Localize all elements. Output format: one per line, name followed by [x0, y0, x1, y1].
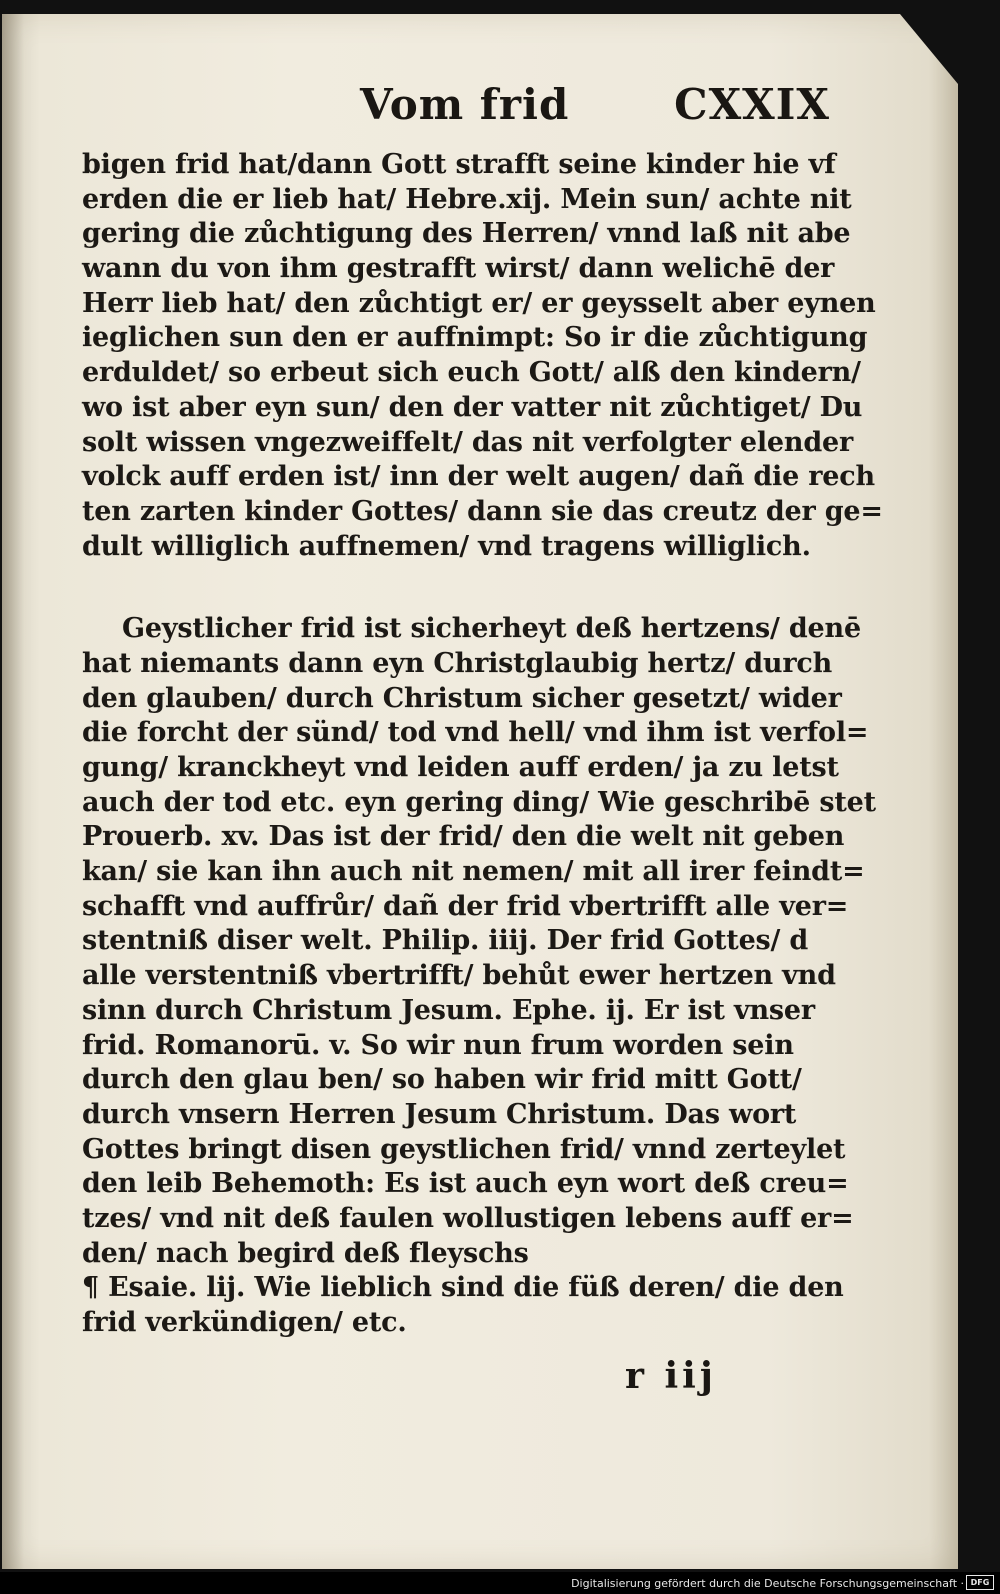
text-line: erduldet/ so erbeut sich euch Gott/ alß den kindern/ — [82, 357, 861, 389]
text-line: stentniß diser welt. Philip. iiij. Der frid Gottes/ d — [82, 925, 809, 957]
body-text — [82, 148, 883, 1341]
text-line: den glauben/ durch Christum sicher gesetzt/ wider — [82, 682, 842, 714]
text-line: auch der tod etc. eyn gering ding/ Wie geschribē stet — [82, 786, 876, 818]
text-line: Gottes bringt disen geystlichen frid/ vnnd zerteylet — [82, 1133, 846, 1165]
digitization-footer — [0, 1572, 1000, 1594]
running-header — [350, 80, 830, 140]
paragraph-1 — [82, 148, 883, 564]
text-line: erden die er lieb hat/ Hebre.xij. Mein sun/ achte nit — [82, 183, 852, 215]
text-line: durch den glau ben/ so haben wir frid mitt Gott/ — [82, 1064, 802, 1096]
text-line: kan/ sie kan ihn auch nit nemen/ mit all irer feindt= — [82, 856, 865, 888]
text-line: den leib Behemoth: Es ist auch eyn wort deß creu= — [82, 1168, 849, 1200]
text-line: hat niemants dann eyn Christglaubig hertz/ durch — [82, 647, 833, 679]
text-line: Herr lieb hat/ den zůchtigt er/ er geysselt aber eynen — [82, 287, 876, 319]
text-line: bigen frid hat/dann Gott strafft seine kinder hie vf — [82, 149, 836, 180]
text-line: alle verstentniß vbertrifft/ behůt ewer hertzen vnd — [82, 960, 836, 992]
text-line: gering die zůchtigung des Herren/ vnnd laß nit abe — [82, 218, 851, 250]
paragraph-2 — [82, 612, 876, 1340]
text-line: dult williglich auffnemen/ vnd tragens williglich. — [82, 530, 811, 562]
gutter-shadow — [2, 14, 24, 1569]
text-line: ten zarten kinder Gottes/ dann sie das creutz der ge= — [82, 495, 883, 527]
text-line: den/ nach begird deß fleyschs — [82, 1237, 529, 1269]
text-line: ¶ Esaie. lij. Wie lieblich sind die füß deren/ die den — [82, 1272, 844, 1304]
signature-mark: r iij — [625, 1355, 717, 1397]
torn-page-corner — [900, 14, 958, 84]
running-title: Vom frid — [360, 80, 570, 129]
text-line: ieglichen sun den er auffnimpt: So ir die zůchtigung — [82, 322, 868, 354]
text-line: gung/ kranckheyt vnd leiden auff erden/ ja zu letst — [82, 752, 839, 783]
text-line: wo ist aber eyn sun/ den der vatter nit zůchtiget/ Du — [82, 391, 863, 423]
folio-number: CXXIX — [674, 80, 830, 129]
text-line: die forcht der sünd/ tod vnd hell/ vnd ihm ist verfol= — [82, 717, 869, 749]
text-line: durch vnsern Herren Jesum Christum. Das wort — [82, 1098, 797, 1130]
text-line: Geystlicher frid ist sicherheyt deß hertzens/ denē — [122, 613, 861, 645]
text-line: Prouerb. xv. Das ist der frid/ den die welt nit geben — [82, 821, 845, 853]
text-line: tzes/ vnd nit deß faulen wollustigen lebens auff er= — [82, 1202, 854, 1234]
dfg-logo: DFG — [966, 1575, 994, 1590]
text-line: frid. Romanorū. v. So wir nun frum worden sein — [82, 1029, 794, 1061]
text-line: schafft vnd auffrůr/ dañ der frid vbertrifft alle ver= — [82, 890, 849, 922]
funding-credit: Digitalisierung gefördert durch die Deutsche Forschungsgemeinschaft · — [571, 1577, 964, 1590]
text-line: volck auff erden ist/ inn der welt augen/ dañ die rech — [82, 461, 875, 493]
text-line: wann du von ihm gestrafft wirst/ dann welichē der — [82, 253, 835, 285]
text-line: sinn durch Christum Jesum. Ephe. ij. Er ist vnser — [82, 994, 815, 1026]
paragraph-spacer — [82, 564, 842, 612]
text-line: frid verkündigen/ etc. — [82, 1307, 407, 1338]
text-line: solt wissen vngezweiffelt/ das nit verfolgter elender — [82, 426, 854, 458]
